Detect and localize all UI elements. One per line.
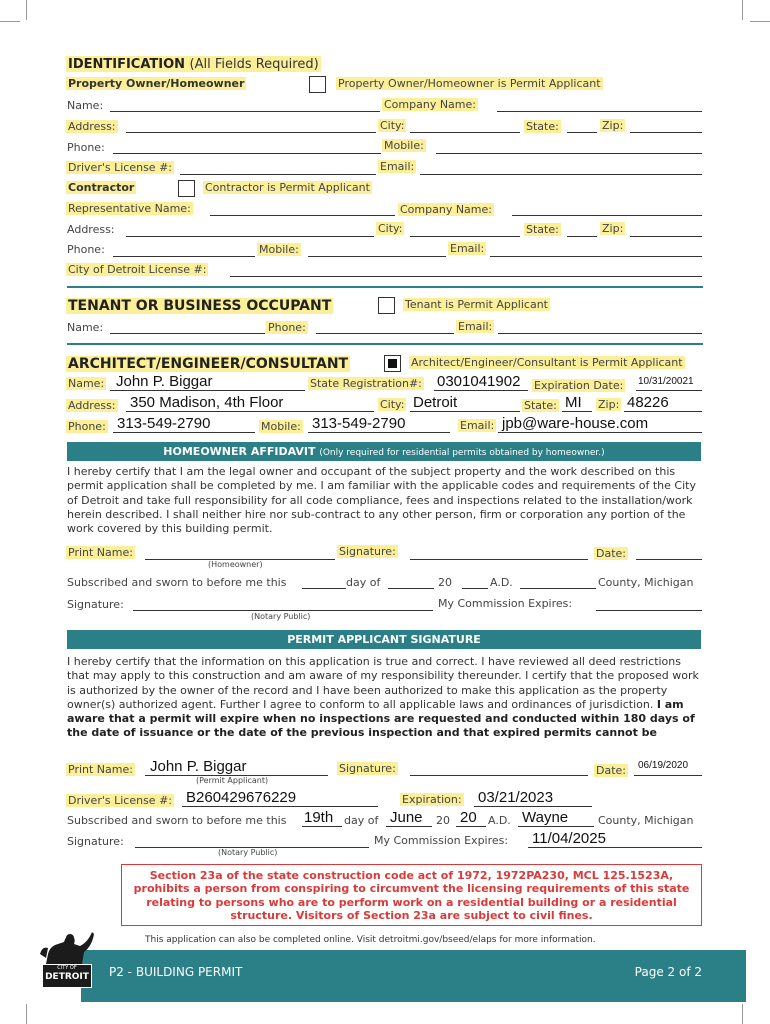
applicant-ad: A.D. [488, 814, 511, 827]
architect-state-value: MI [565, 394, 582, 411]
owner-license-label: Driver's License #: [68, 161, 172, 174]
architect-state-field[interactable] [562, 411, 592, 412]
contractor-state-label: State: [526, 223, 559, 236]
contractor-mobile-label: Mobile: [259, 243, 299, 256]
tenant-applicant-checkbox[interactable] [378, 297, 395, 314]
contractor-city-label: City: [378, 222, 403, 235]
architect-title: ARCHITECT/ENGINEER/CONSULTANT [68, 356, 349, 372]
rep-name-label: Representative Name: [68, 202, 191, 215]
state-reg-value: 0301041902 [437, 373, 521, 390]
architect-phone-label: Phone: [68, 420, 106, 433]
applicant-signature-bar: PERMIT APPLICANT SIGNATURE [67, 630, 701, 649]
tenant-applicant-label: Tenant is Permit Applicant [405, 298, 548, 311]
section-divider [67, 343, 703, 345]
architect-name-field[interactable] [110, 390, 305, 391]
applicant-commission-field[interactable] [528, 847, 702, 848]
logo-detroit: DETROIT [45, 972, 89, 982]
crop-mark [0, 21, 20, 22]
owner-mobile-field[interactable] [436, 153, 702, 154]
architect-expiration-field[interactable] [636, 390, 702, 391]
architect-name-label: Name: [68, 377, 105, 390]
homeowner-commission-field[interactable] [596, 610, 702, 611]
detroit-license-label: City of Detroit License #: [68, 263, 207, 276]
architect-expiration-label: Expiration Date: [534, 379, 624, 392]
owner-zip-field[interactable] [630, 132, 702, 133]
logo-city-of: CITY OF [57, 965, 77, 971]
owner-address-label: Address: [68, 120, 116, 133]
homeowner-ad: A.D. [490, 576, 513, 589]
architect-name-value: John P. Biggar [116, 373, 213, 390]
contractor-phone-label: Phone: [67, 243, 105, 256]
applicant-sub: (Permit Applicant) [196, 776, 269, 785]
applicant-sworn-month-field[interactable] [386, 826, 432, 827]
contractor-phone-field[interactable] [113, 256, 255, 257]
contractor-city-field[interactable] [410, 236, 520, 237]
section-23a-warning: Section 23a of the state construction code act of 1972, 1972PA230, MCL 125.1523A, prohibits a person from conspiring to circumvent the licensing requirements of this state relating to persons who are to perform work on a residential building or a residential structure. Visitors of Section 23a are subject to civil fines. [121, 864, 702, 926]
state-reg-field[interactable] [434, 390, 528, 391]
owner-phone-label: Phone: [67, 141, 105, 154]
homeowner-day-of: day of [346, 576, 381, 589]
homeowner-twenty: 20 [438, 576, 452, 589]
architect-applicant-label: Architect/Engineer/Consultant is Permit Applicant [411, 356, 683, 369]
architect-state-label: State: [524, 399, 557, 412]
applicant-sworn-year-field[interactable] [456, 826, 486, 827]
identification-heading [66, 56, 321, 72]
applicant-commission-value: 11/04/2025 [532, 830, 606, 847]
applicant-date-label: Date: [596, 764, 626, 777]
contractor-zip-field[interactable] [630, 236, 702, 237]
homeowner-signature-field[interactable] [410, 559, 588, 560]
architect-mobile-field[interactable] [308, 432, 450, 433]
architect-address-value: 350 Madison, 4th Floor [130, 394, 284, 411]
applicant-license-label: Driver's License #: [68, 794, 172, 807]
owner-city-label: City: [380, 119, 405, 132]
applicant-sworn-month-value: June [390, 809, 423, 826]
homeowner-affidavit-text: I hereby certify that I am the legal owner and occupant of the subject property and the work described on this permit application shall be completed by me. I am familiar with the applicable codes and requirements of the City of Detroit and take full responsibility for all code compliance, fees and inspections related to the installation/work herein described. I shall neither hire nor sub-contract to any other person, firm or corporation any portion of the work covered by this building permit. [67, 465, 696, 536]
homeowner-sworn-county-field[interactable] [520, 588, 596, 589]
applicant-expiration-label: Expiration: [402, 793, 462, 806]
applicant-signature-field[interactable] [410, 775, 588, 776]
owner-address-field[interactable] [126, 132, 376, 133]
applicant-date-value: 06/19/2020 [638, 760, 689, 771]
contractor-applicant-label: Contractor is Permit Applicant [205, 181, 370, 194]
rep-name-field[interactable] [210, 215, 395, 216]
contractor-state-field[interactable] [567, 236, 597, 237]
detroit-license-field[interactable] [230, 276, 702, 277]
tenant-title: TENANT OR BUSINESS OCCUPANT [68, 298, 332, 314]
architect-email-value: jpb@ware-house.com [502, 415, 649, 432]
owner-email-field[interactable] [420, 174, 702, 175]
owner-company-label: Company Name: [384, 98, 476, 111]
owner-state-field[interactable] [567, 132, 597, 133]
homeowner-date-label: Date: [596, 547, 626, 560]
homeowner-notary-sub: (Notary Public) [251, 612, 311, 621]
owner-applicant-checkbox[interactable] [309, 76, 326, 93]
contractor-address-label: Address: [67, 223, 115, 236]
contractor-email-field[interactable] [490, 256, 702, 257]
homeowner-sub: (Homeowner) [208, 560, 263, 569]
homeowner-notary-signature-field[interactable] [133, 610, 433, 611]
architect-mobile-label: Mobile: [261, 420, 301, 433]
applicant-signature-label: Signature: [339, 762, 396, 775]
architect-address-field[interactable] [126, 411, 374, 412]
architect-mobile-value: 313-549-2790 [312, 415, 406, 432]
online-note: This application can also be completed online. Visit detroitmi.gov/bseed/elaps for more information. [145, 935, 596, 945]
page-footer [81, 950, 746, 1002]
applicant-license-value: B260429676229 [186, 789, 297, 806]
owner-license-field[interactable] [180, 174, 376, 175]
detroit-logo [34, 924, 98, 990]
applicant-print-name-value: John P. Biggar [150, 758, 247, 775]
architect-zip-label: Zip: [598, 398, 620, 411]
architect-email-label: Email: [460, 419, 495, 432]
architect-zip-value: 48226 [627, 394, 669, 411]
applicant-sworn-prefix: Subscribed and sworn to before me this [67, 814, 287, 827]
crop-mark [26, 0, 27, 20]
applicant-sworn-year-value: 20 [460, 809, 477, 826]
architect-city-label: City: [380, 398, 405, 411]
applicant-expiration-value: 03/21/2023 [478, 789, 554, 806]
owner-phone-field[interactable] [113, 153, 381, 154]
state-reg-label: State Registration#: [310, 377, 422, 390]
homeowner-sworn-prefix: Subscribed and sworn to before me this [67, 576, 287, 589]
homeowner-print-name-label: Print Name: [68, 546, 133, 559]
applicant-sworn-day-value: 19th [304, 809, 334, 826]
applicant-notary-sub: (Notary Public) [218, 848, 278, 857]
owner-applicant-label: Property Owner/Homeowner is Permit Applicant [338, 77, 601, 90]
homeowner-date-field[interactable] [636, 559, 702, 560]
homeowner-affidavit-title: HOMEOWNER AFFIDAVIT [163, 445, 316, 458]
homeowner-affidavit-note: (Only required for residential permits obtained by homeowner.) [319, 448, 605, 458]
homeowner-sworn-year-field[interactable] [462, 588, 488, 589]
homeowner-signature-label: Signature: [339, 545, 396, 558]
contractor-company-label: Company Name: [400, 203, 492, 216]
applicant-day-of: day of [344, 814, 379, 827]
owner-city-field[interactable] [410, 132, 520, 133]
crop-mark [742, 0, 743, 20]
homeowner-commission-label: My Commission Expires: [438, 597, 573, 610]
identification-title: IDENTIFICATION [68, 57, 186, 72]
tenant-name-field[interactable] [110, 333, 265, 334]
architect-address-label: Address: [68, 399, 116, 412]
applicant-signature-text [67, 655, 703, 741]
applicant-sworn-county-value: Wayne [522, 809, 569, 826]
identification-note: (All Fields Required) [189, 57, 319, 72]
section-divider [67, 286, 703, 288]
tenant-email-field[interactable] [498, 333, 702, 334]
contractor-applicant-checkbox[interactable] [178, 180, 195, 197]
detroit-logo-plate [42, 964, 92, 988]
tenant-email-label: Email: [458, 320, 493, 333]
homeowner-notary-signature-label: Signature: [67, 598, 124, 611]
crop-mark [742, 1004, 743, 1024]
owner-heading: Property Owner/Homeowner [68, 77, 245, 90]
owner-name-field[interactable] [110, 111, 380, 112]
architect-phone-value: 313-549-2790 [117, 415, 211, 432]
contractor-heading: Contractor [68, 181, 135, 194]
tenant-phone-field[interactable] [316, 333, 454, 334]
applicant-county: County, Michigan [598, 814, 694, 827]
contractor-mobile-field[interactable] [308, 256, 446, 257]
footer-left-text: P2 - BUILDING PERMIT [109, 965, 243, 979]
owner-state-label: State: [526, 120, 559, 133]
applicant-notary-signature-label: Signature: [67, 835, 124, 848]
tenant-name-label: Name: [67, 321, 104, 334]
architect-applicant-checkbox[interactable] [384, 355, 401, 372]
footer-page-number: Page 2 of 2 [634, 965, 702, 979]
homeowner-sworn-month-field[interactable] [388, 588, 434, 589]
applicant-commission-label: My Commission Expires: [374, 834, 509, 847]
owner-company-field[interactable] [497, 111, 702, 112]
contractor-company-field[interactable] [512, 215, 702, 216]
crop-mark [26, 1004, 27, 1024]
owner-email-label: Email: [380, 160, 415, 173]
homeowner-county: County, Michigan [598, 576, 694, 589]
architect-city-field[interactable] [410, 411, 520, 412]
tenant-phone-label: Phone: [268, 321, 306, 334]
applicant-sworn-county-field[interactable] [518, 826, 594, 827]
applicant-expiration-field[interactable] [474, 806, 592, 807]
owner-zip-label: Zip: [602, 119, 624, 132]
contractor-zip-label: Zip: [602, 222, 624, 235]
applicant-print-name-label: Print Name: [68, 763, 133, 776]
applicant-date-field[interactable] [634, 775, 702, 776]
applicant-license-field[interactable] [182, 806, 378, 807]
applicant-signature-text-bold: I am aware that a permit will expire when no inspections are requested and conducted within 180 days of the date of issuance or the date of the previous inspection and that expired permits cannot be [67, 697, 695, 740]
architect-zip-field[interactable] [624, 411, 702, 412]
homeowner-sworn-day-field[interactable] [302, 588, 346, 589]
architect-city-value: Detroit [413, 394, 458, 411]
contractor-email-label: Email: [450, 242, 485, 255]
applicant-twenty: 20 [436, 814, 450, 827]
contractor-address-field[interactable] [126, 236, 374, 237]
applicant-sworn-day-field[interactable] [302, 826, 342, 827]
architect-email-field[interactable] [498, 432, 702, 433]
architect-phone-field[interactable] [113, 432, 255, 433]
owner-mobile-label: Mobile: [384, 139, 424, 152]
owner-name-label: Name: [67, 99, 104, 112]
crop-mark [750, 21, 770, 22]
homeowner-affidavit-bar [67, 442, 701, 461]
applicant-signature-text-normal: I hereby certify that the information on this application is true and correct. I have reviewed all deed restrictions that may apply to this construction and am aware of my responsibility thereunder. I certify that the proposed work is authorized by the owner of the record and I have been authorized to make this application as the property owner(s) authorized agent. Further I agree to conform to all applicable laws and ordinances of jurisdiction. [67, 655, 699, 711]
architect-expiration-value: 10/31/20021 [638, 376, 694, 387]
